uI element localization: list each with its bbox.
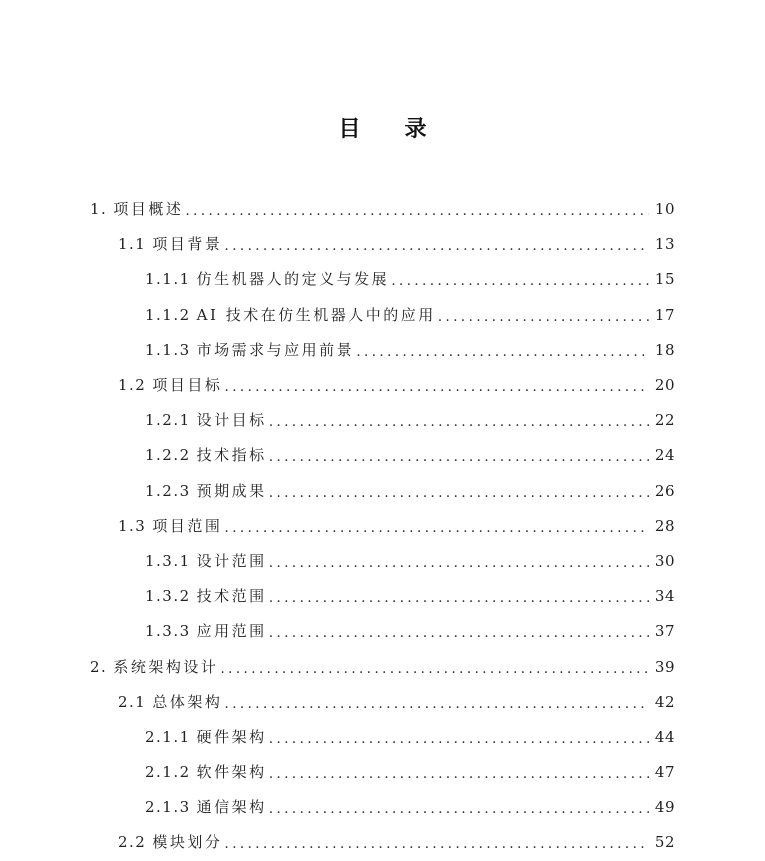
toc-entry-link[interactable]	[145, 796, 675, 817]
dot-leader	[269, 764, 649, 779]
cropped-next-entry	[145, 852, 345, 861]
dot-leader	[185, 201, 649, 216]
dot-leader	[224, 694, 649, 709]
dot-leader	[224, 834, 649, 849]
toc-entry-number: 1.3.1	[145, 551, 191, 570]
dot-leader	[220, 659, 649, 674]
toc-entry-title: 预期成果	[196, 481, 267, 500]
toc-entry-page-number: 44	[654, 727, 675, 746]
toc-entry-page-number: 24	[654, 446, 675, 465]
toc-entry-number: 1.1.2	[145, 305, 191, 324]
toc-entry-link[interactable]	[118, 691, 675, 712]
toc-title	[0, 112, 765, 143]
toc-entry-link[interactable]	[90, 198, 675, 219]
toc-entry[interactable]	[0, 684, 765, 719]
toc-entry-number: 2.	[90, 657, 108, 676]
dot-leader	[224, 377, 649, 392]
toc-entry-title: 软件架构	[196, 763, 267, 782]
toc-title-char-2: 录	[404, 117, 427, 142]
toc-entry-link[interactable]	[145, 585, 675, 606]
toc-entry-page-number: 47	[654, 763, 675, 782]
toc-entry[interactable]	[0, 226, 765, 261]
toc-entry[interactable]	[0, 824, 765, 859]
toc-entry-number: 1.3	[118, 516, 147, 535]
dot-leader	[391, 271, 649, 286]
toc-entry-link[interactable]	[145, 550, 675, 571]
toc-entry-link[interactable]	[145, 620, 675, 641]
toc-entry[interactable]	[0, 508, 765, 543]
toc-entry-title: 项目范围	[152, 516, 223, 535]
toc-entry[interactable]	[0, 402, 765, 437]
dot-leader	[438, 307, 649, 322]
dot-leader	[269, 412, 649, 427]
dot-leader	[269, 588, 649, 603]
toc-entry-title: AI 技术在仿生机器人中的应用	[196, 305, 436, 324]
toc-entry-page-number: 28	[654, 516, 675, 535]
toc-title-char-1: 目	[338, 117, 361, 142]
dot-leader	[269, 553, 649, 568]
toc-entry-page-number: 26	[654, 481, 675, 500]
toc-entry-number: 1.3.2	[145, 587, 191, 606]
toc-entry-number: 2.1	[118, 692, 147, 711]
toc-entry-link[interactable]	[145, 761, 675, 782]
toc-entry-page-number: 10	[654, 200, 675, 219]
toc-entry-number: 1.2.3	[145, 481, 191, 500]
toc-entry-link[interactable]	[118, 374, 675, 395]
toc-entry-page-number: 39	[654, 657, 675, 676]
toc-entry-link[interactable]	[145, 304, 675, 325]
toc-entry-number: 1.1.1	[145, 270, 191, 289]
toc-entry-page-number: 22	[654, 411, 675, 430]
toc-entry-link[interactable]	[145, 444, 675, 465]
toc-entry[interactable]	[0, 261, 765, 296]
dot-leader	[269, 447, 649, 462]
toc-entry-link[interactable]	[145, 480, 675, 501]
toc-entry-number: 1.	[90, 200, 108, 219]
toc-entry-page-number: 30	[654, 551, 675, 570]
toc-entry-title: 设计目标	[196, 411, 267, 430]
toc-entry-number: 2.1.2	[145, 763, 191, 782]
dot-leader	[269, 729, 649, 744]
dot-leader	[356, 342, 649, 357]
toc-entry-title: 市场需求与应用前景	[196, 340, 355, 359]
toc-entry[interactable]	[0, 789, 765, 824]
toc-entry[interactable]	[0, 437, 765, 472]
toc-entry-page-number: 34	[654, 587, 675, 606]
toc-entry-link[interactable]	[118, 233, 675, 254]
toc-entry-number: 2.2	[118, 833, 147, 852]
toc-entry[interactable]	[0, 543, 765, 578]
toc-entry[interactable]	[0, 648, 765, 683]
toc-entry[interactable]	[0, 332, 765, 367]
toc-entry[interactable]	[0, 191, 765, 226]
toc-entry-title: 技术指标	[196, 446, 267, 465]
toc-entry[interactable]	[0, 754, 765, 789]
toc-entry-number: 1.2.2	[145, 446, 191, 465]
toc-entry-link[interactable]	[145, 726, 675, 747]
toc-entry-page-number: 13	[654, 235, 675, 254]
dot-leader	[269, 799, 649, 814]
dot-leader	[224, 236, 649, 251]
toc-entry-number: 2.1.3	[145, 798, 191, 817]
toc-entry[interactable]	[0, 578, 765, 613]
toc-entry-page-number: 37	[654, 622, 675, 641]
toc-entry-title: 硬件架构	[196, 727, 267, 746]
toc-entry-title: 设计范围	[196, 551, 267, 570]
toc-entry-number: 1.1.3	[145, 340, 191, 359]
dot-leader	[224, 518, 649, 533]
toc-entry-number: 1.1	[118, 235, 147, 254]
toc-entry-title: 模块划分	[152, 833, 223, 852]
toc-entry-page-number: 18	[654, 340, 675, 359]
toc-entry-link[interactable]	[145, 268, 675, 289]
toc-entry-number: 2.1.1	[145, 727, 191, 746]
toc-entry-page-number: 42	[654, 692, 675, 711]
toc-entry-title: 仿生机器人的定义与发展	[196, 270, 390, 289]
dot-leader	[269, 483, 649, 498]
toc-entry-page-number: 49	[654, 798, 675, 817]
toc-entry-number: 1.2.1	[145, 411, 191, 430]
toc-entry-page-number: 20	[654, 376, 675, 395]
toc-entry-title: 总体架构	[152, 692, 223, 711]
toc-entry-link[interactable]	[145, 409, 675, 430]
toc-entry-title: 项目概述	[113, 200, 184, 219]
toc-entry-title: 通信架构	[196, 798, 267, 817]
toc-entry-link[interactable]	[145, 339, 675, 360]
toc-entry[interactable]	[0, 367, 765, 402]
toc-entry-page-number: 15	[654, 270, 675, 289]
toc-entry[interactable]	[0, 613, 765, 648]
toc-entry[interactable]	[0, 297, 765, 332]
toc-entry[interactable]	[0, 719, 765, 754]
toc-entry-title: 应用范围	[196, 622, 267, 641]
toc-entry[interactable]	[0, 473, 765, 508]
toc-entry-title: 技术范围	[196, 587, 267, 606]
toc-entry-title: 项目目标	[152, 376, 223, 395]
dot-leader	[269, 623, 649, 638]
toc-entry-title: 项目背景	[152, 235, 223, 254]
toc-entry-page-number: 17	[654, 305, 675, 324]
toc-list	[0, 191, 765, 860]
toc-entry-number: 1.3.3	[145, 622, 191, 641]
toc-entry-link[interactable]	[90, 656, 675, 677]
toc-entry-link[interactable]	[118, 831, 675, 852]
toc-entry-number: 1.2	[118, 376, 147, 395]
toc-entry-title: 系统架构设计	[113, 657, 219, 676]
toc-entry-page-number: 52	[654, 833, 675, 852]
toc-entry-link[interactable]	[118, 515, 675, 536]
